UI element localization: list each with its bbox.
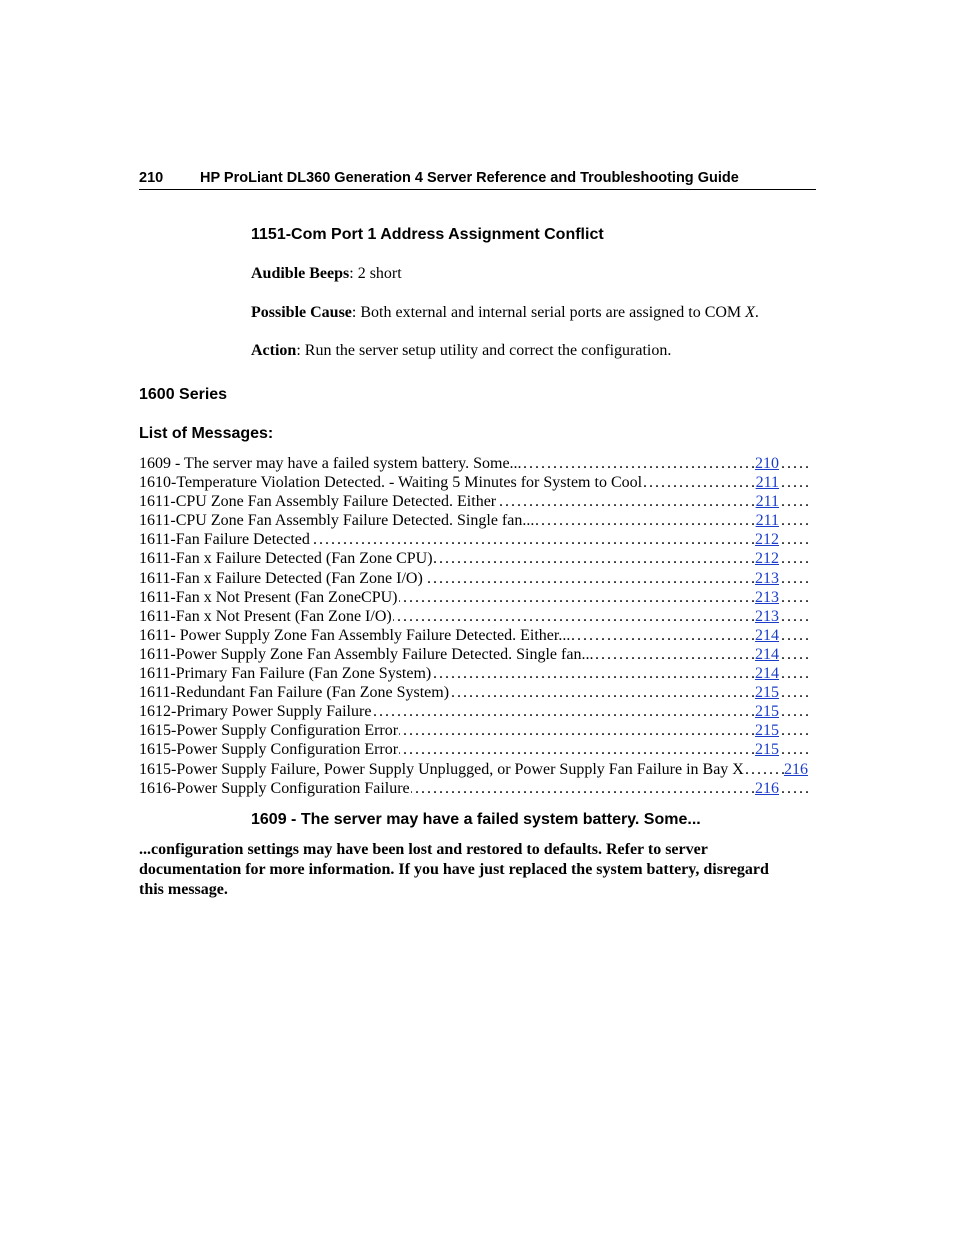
page-link[interactable]: 212 — [755, 550, 779, 568]
list-item-title: 1611- Power Supply Zone Fan Assembly Failure Detected. Either... — [139, 626, 571, 644]
list-item[interactable] — [139, 607, 809, 626]
list-item-title: 1611-Primary Fan Failure (Fan Zone System) — [139, 665, 432, 683]
list-item-title: 1611-CPU Zone Fan Assembly Failure Detected. Single fan... — [139, 512, 535, 530]
page-number: 210 — [139, 170, 164, 186]
list-item-title: 1611-Power Supply Zone Fan Assembly Failure Detected. Single fan... — [139, 645, 594, 663]
page-link[interactable]: 213 — [755, 569, 779, 587]
list-item[interactable] — [139, 779, 809, 798]
list-item[interactable] — [139, 454, 809, 473]
list-item-title: 1611-Fan Failure Detected — [139, 531, 310, 549]
page-link[interactable]: 214 — [755, 645, 779, 663]
page-link[interactable]: 215 — [755, 722, 779, 740]
list-item-title: 1615-Power Supply Configuration Error — [139, 741, 399, 759]
action-line — [251, 341, 671, 361]
list-item-title: 1616-Power Supply Configuration Failure — [139, 779, 410, 797]
running-title: HP ProLiant DL360 Generation 4 Server Reference and Troubleshooting Guide — [200, 170, 739, 186]
list-item-title: 1615-Power Supply Failure, Power Supply Unplugged, or Power Supply Fan Failure in Bay X — [139, 760, 744, 778]
section-heading-1609: 1609 - The server may have a failed system battery. Some... — [251, 811, 701, 828]
list-item[interactable] — [139, 740, 809, 759]
list-item[interactable] — [139, 530, 809, 549]
list-item[interactable] — [139, 760, 809, 779]
list-item[interactable] — [139, 683, 809, 702]
list-item-title: 1611-CPU Zone Fan Assembly Failure Detected. Either — [139, 493, 497, 511]
page-link[interactable]: 213 — [755, 588, 779, 606]
possible-cause-label: Possible Cause — [251, 304, 352, 321]
list-item-title: 1611-Fan x Failure Detected (Fan Zone I/O) — [139, 569, 423, 587]
page-link[interactable]: 210 — [755, 455, 779, 472]
audible-beeps-label: Audible Beeps — [251, 265, 350, 282]
list-item-title: 1611-Fan x Not Present (Fan Zone I/O) — [139, 607, 392, 625]
series-heading: 1600 Series — [139, 386, 228, 403]
list-item[interactable] — [139, 492, 809, 511]
list-item[interactable] — [139, 645, 809, 664]
message-list — [139, 454, 809, 798]
list-item[interactable] — [139, 569, 809, 588]
list-item[interactable] — [139, 549, 809, 568]
list-item[interactable] — [139, 702, 809, 721]
list-item-title: 1612-Primary Power Supply Failure — [139, 703, 372, 721]
page-link[interactable]: 211 — [755, 512, 779, 530]
list-item-title: 1611-Fan x Not Present (Fan ZoneCPU) — [139, 588, 398, 606]
page-link[interactable]: 215 — [755, 741, 779, 759]
list-heading: List of Messages: — [139, 425, 274, 442]
page-header — [139, 168, 816, 190]
page-link[interactable]: 211 — [755, 493, 779, 511]
list-item[interactable] — [139, 588, 809, 607]
page-link[interactable]: 214 — [755, 665, 779, 683]
page-link[interactable]: 215 — [755, 684, 779, 702]
list-item[interactable] — [139, 511, 809, 530]
list-item-title: 1615-Power Supply Configuration Error — [139, 722, 399, 740]
page-link[interactable]: 212 — [755, 531, 779, 549]
page-link[interactable]: 214 — [755, 626, 779, 644]
list-item[interactable] — [139, 473, 809, 492]
page-link[interactable]: 216 — [755, 779, 779, 797]
section-heading-1151: 1151-Com Port 1 Address Assignment Conflict — [251, 226, 604, 243]
page-link[interactable]: 213 — [755, 607, 779, 625]
section-1609-body: ...configuration settings may have been lost and restored to defaults. Refer to server documentation for more information. If you have just replaced the system battery, disregard this message. — [139, 841, 769, 898]
audible-beeps-value: : 2 short — [349, 265, 402, 282]
possible-cause-line — [251, 303, 759, 323]
list-item-title: 1610-Temperature Violation Detected. - Waiting 5 Minutes for System to Cool — [139, 474, 643, 492]
list-item[interactable] — [139, 626, 809, 645]
list-item[interactable] — [139, 721, 809, 740]
page-link[interactable]: 216 — [784, 760, 808, 778]
list-item-title: 1609 - The server may have a failed system battery. Some... — [139, 455, 522, 472]
page-link[interactable]: 211 — [755, 474, 779, 492]
com-port-variable: X — [745, 304, 755, 321]
page-link[interactable]: 215 — [755, 703, 779, 721]
possible-cause-value: : Both external and internal serial ports are assigned to COM — [351, 304, 746, 321]
action-label: Action — [251, 342, 297, 359]
audible-beeps-line — [251, 264, 402, 284]
list-item-title: 1611-Redundant Fan Failure (Fan Zone System) — [139, 684, 450, 702]
list-item[interactable] — [139, 664, 809, 683]
possible-cause-end: . — [754, 304, 759, 321]
list-item-title: 1611-Fan x Failure Detected (Fan Zone CPU) — [139, 550, 433, 568]
action-value: : Run the server setup utility and correct the configuration. — [296, 342, 672, 359]
